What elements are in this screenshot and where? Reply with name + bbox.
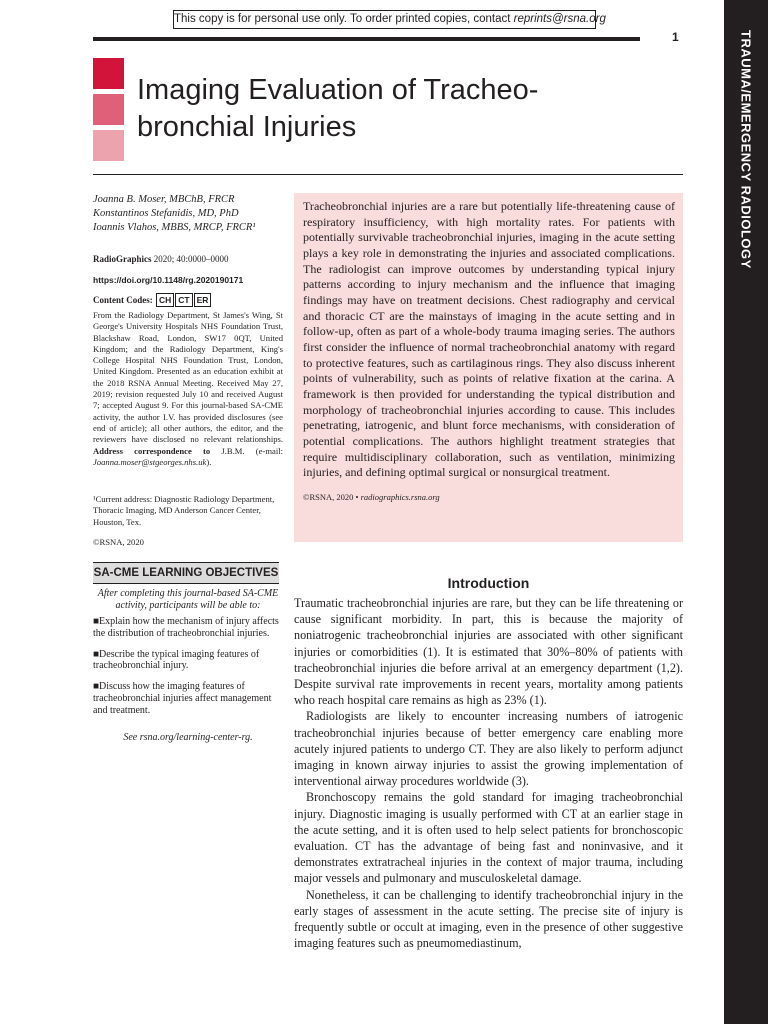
content-codes	[93, 293, 211, 307]
content-code-badge: CT	[175, 293, 192, 307]
objective-item: ■Discuss how the imaging features of tracheobronchial injuries affect management and treatment.	[93, 681, 272, 716]
correspondence-email[interactable]: Joanna.moser@stgeorges.nhs.uk	[93, 456, 207, 467]
body-paragraph: Nonetheless, it can be challenging to identify tracheobronchial injury in the early stages of assessment in the acute setting. The precise site of injury is frequently subtle or occult at imaging, even in the presence of other suggestive imaging features such as pneumomediastinum,	[294, 887, 683, 951]
journal-name: RadioGraphics	[93, 254, 152, 264]
address-end: ).	[206, 456, 212, 467]
abstract-box	[294, 193, 683, 542]
content-code-badge: CH	[156, 293, 174, 307]
introduction-body	[294, 595, 683, 951]
article-title	[137, 72, 697, 146]
address-label: Address correspondence to	[93, 445, 211, 456]
author: Konstantinos Stefanidis, MD, PhD	[93, 208, 239, 219]
learning-center-link[interactable]: See rsna.org/learning-center-rg.	[123, 732, 253, 743]
author: Joanna B. Moser, MBChB, FRCR	[93, 194, 235, 205]
section-sidebar	[724, 0, 768, 1024]
notice-text: This copy is for personal use only. To order printed copies, contact	[174, 13, 514, 25]
journal-citation	[93, 253, 229, 265]
citation-volume: 2020; 40:0000–0000	[151, 254, 229, 264]
title-line-2: bronchial Injuries	[137, 111, 357, 143]
title-square-3	[93, 130, 124, 161]
page-number: 1	[672, 30, 679, 44]
body-paragraph: Traumatic tracheobronchial injuries are rare, but they can be life threatening or cause significant morbidity. In part, this is because the majority of noniatrogenic tracheobronchial injuries are associated with other significant injuries or comorbidities (1). It is estimated that 30%–80% of patients with tracheobronchial injuries die before arrival at an emergency department (1,2). Despite survival rate improvements in recent years, mortality among patients who reach hospital care remains as high as 23% (1).	[294, 596, 683, 708]
title-rule	[93, 174, 683, 175]
objectives-list	[93, 616, 283, 726]
title-line-1: Imaging Evaluation of Tracheo-	[137, 74, 539, 106]
section-label: TRAUMA/EMERGENCY RADIOLOGY	[738, 30, 754, 269]
reprints-email-link[interactable]: reprints@rsna.org	[513, 13, 606, 25]
author-list	[93, 193, 288, 235]
copyright-note: ©RSNA, 2020	[93, 537, 144, 547]
personal-use-notice	[173, 10, 606, 29]
objectives-intro: After completing this journal-based SA-CME activity, participants will be able to:	[97, 588, 279, 611]
abstract-copyright	[303, 490, 675, 506]
header-rule	[93, 37, 640, 41]
abstract-copyright-text: ©RSNA, 2020 •	[303, 491, 361, 502]
introduction-heading: Introduction	[447, 575, 530, 591]
doi-link[interactable]: https://doi.org/10.1148/rg.2020190171	[93, 275, 244, 285]
content-codes-label: Content Codes:	[93, 295, 153, 305]
affiliation-text: From the Radiology Department, St James's Wing, St George's University Hospitals NHS Foundation Trust, Blackshaw Road, London, SW17 0QT, United Kingdom; and the Radiology Department, King's College Hospital NHS Foundation Trust, London, United Kingdom. Presented as an education exhibit at the 2018 RSNA Annual Meeting. Received May 27, 2019; revision requested July 10 and received August 7; accepted August 9. For this journal-based SA-CME activity, the author I.V. has provided disclosures (see end of article); all other authors, the editor, and the reviewers have disclosed no relevant relationships.	[93, 310, 283, 445]
address-text: J.B.M. (e-mail:	[210, 445, 283, 456]
objective-item: ■Explain how the mechanism of injury affects the distribution of tracheobronchial injuries.	[93, 616, 279, 639]
objective-item: ■Describe the typical imaging features of tracheobronchial injury.	[93, 648, 260, 672]
body-paragraph: Radiologists are likely to encounter increasing numbers of iatrogenic tracheobronchial injuries because of better emergency care enabling more acutely injured patients to undergo CT. They are also likely to perform adjunct imaging in known airway injuries to assist the growing implementation of interventional airway procedures worldwide (3).	[294, 709, 683, 789]
journal-site-link[interactable]: radiographics.rsna.org	[360, 491, 440, 502]
affiliation-note	[93, 310, 283, 468]
title-square-1	[93, 58, 124, 89]
content-code-badge: ER	[194, 293, 212, 307]
objectives-heading: SA-CME LEARNING OBJECTIVES	[93, 562, 279, 584]
body-paragraph: Bronchoscopy remains the gold standard for imaging tracheobronchial injury. Diagnostic imaging is usually performed with CT at an earlier stage in the acute setting, and it is often used to help select patients for bronchoscopic evaluation. CT has the advantage of being fast and noninvasive, and it demonstrates extratracheal injuries in the context of major trauma, including major vessels and pulmonary and musculoskeletal damage.	[294, 790, 683, 886]
current-address-note: ¹Current address: Diagnostic Radiology Department, Thoracic Imaging, MD Anderson Cancer Center, Houston, Tex.	[93, 494, 275, 527]
author: Ioannis Vlahos, MBBS, MRCP, FRCR¹	[93, 222, 256, 233]
abstract-text: Tracheobronchial injuries are a rare but potentially life-threatening cause of respiratory insufficiency, with high mortality rates. For patients with potentially survivable tracheobronchial injuries, imaging in the acute setting plays a key role in demonstrating the injuries and associated complications. The radiologist can improve outcomes by understanding typical injury patterns according to injury mechanism and the influence that imaging findings may have on treatment decisions. Chest radiography and cervical and thoracic CT are the mainstays of imaging in the acute setting and in follow-up, often as part of a whole-body trauma imaging series. The authors first consider the influence of normal tracheobronchial anatomy with regard to protective features, such as cartilaginous rings. They also discuss inherent points of vulnerability, such as points of relative fixation at the carina. A framework is then provided for understanding the typical distribution and morphology of tracheobronchial injuries according to cause. This includes penetrating, iatrogenic, and blunt force mechanisms, with consideration of potential complications. The authors highlight treatment strategies that require multidisciplinary collaboration, such as ventilation, minimizing injuries, and defining optimal surgical or nonsurgical treatment.	[303, 199, 675, 480]
title-square-2	[93, 94, 124, 125]
